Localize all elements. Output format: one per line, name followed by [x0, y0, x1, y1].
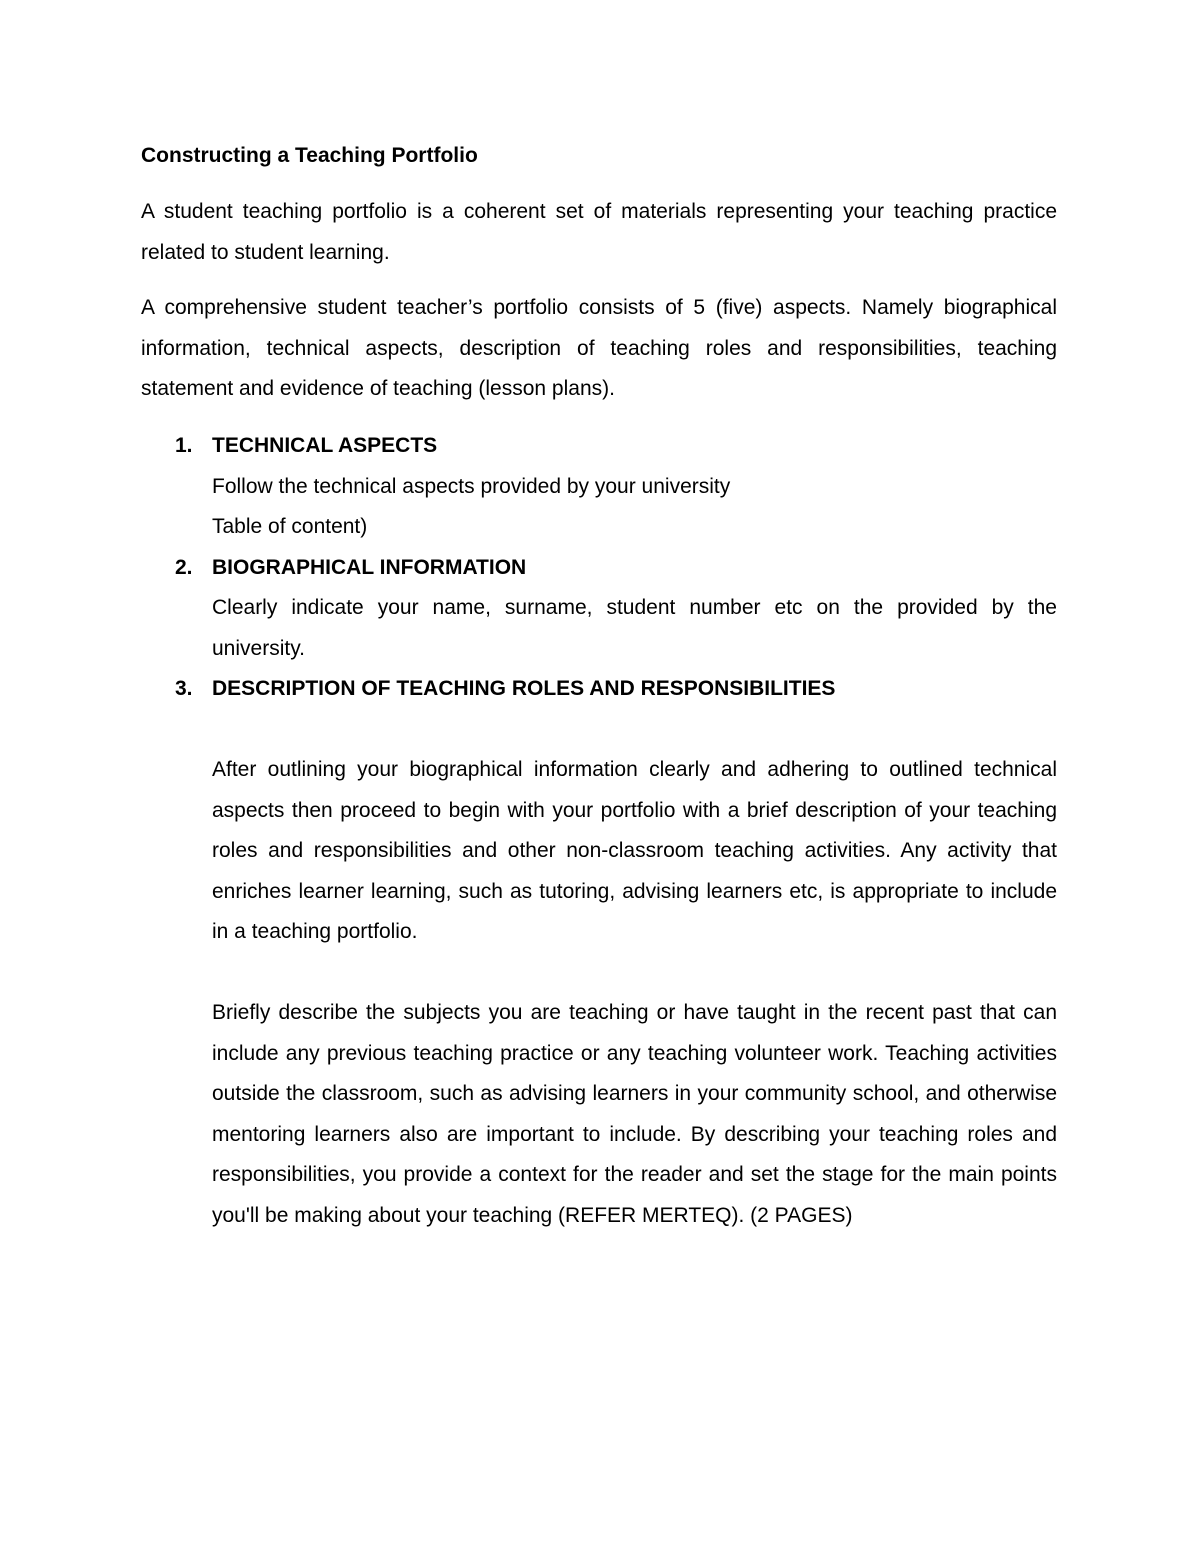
section-text: Table of content): [212, 515, 368, 538]
section-text: Follow the technical aspects provided by your university: [212, 474, 731, 498]
intro-paragraph: A student teaching portfolio is a coherent set of materials representing your teaching practice related to student learning.: [141, 200, 1057, 264]
list-item-number: 1.: [175, 434, 193, 457]
section-text: Clearly indicate your name, surname, student number etc on the provided by the university.: [212, 596, 1057, 660]
section-heading: DESCRIPTION OF TEACHING ROLES AND RESPONSIBILITIES: [212, 677, 836, 700]
section-paragraph: After outlining your biographical information clearly and adhering to outlined technical aspects then proceed to begin with your portfolio with a brief description of your teaching roles and responsibilities and other non-classroom teaching activities. Any activity that enriches learner learning, such as tutoring, advising learners etc, is appropriate to include in a teaching portfolio.: [212, 758, 1057, 943]
list-item-biographical-information: [141, 548, 1057, 670]
numbered-section-list: [141, 426, 1057, 1236]
list-item-number: 3.: [175, 677, 193, 700]
blank-line: [212, 710, 1057, 751]
document-title: Constructing a Teaching Portfolio: [141, 144, 478, 167]
list-item-technical-aspects: [141, 426, 1057, 548]
list-item-number: 2.: [175, 555, 193, 579]
document-page: [141, 0, 1057, 1553]
blank-line: [212, 953, 1057, 994]
section-heading: TECHNICAL ASPECTS: [212, 434, 438, 457]
intro-paragraph: A comprehensive student teacher’s portfolio consists of 5 (five) aspects. Namely biographical information, technical aspects, description of teaching roles and responsibilities, teaching statement and evidence of teaching (lesson plans).: [141, 296, 1057, 400]
list-item-teaching-roles: [141, 669, 1057, 1236]
section-heading: BIOGRAPHICAL INFORMATION: [212, 555, 527, 579]
section-paragraph: Briefly describe the subjects you are teaching or have taught in the recent past that can include any previous teaching practice or any teaching volunteer work. Teaching activities outside the classroom, such as advising learners in your community school, and otherwise mentoring learners also are important to include. By describing your teaching roles and responsibilities, you provide a context for the reader and set the stage for the main points you'll be making about your teaching (REFER MERTEQ). (2 PAGES): [212, 1001, 1057, 1227]
